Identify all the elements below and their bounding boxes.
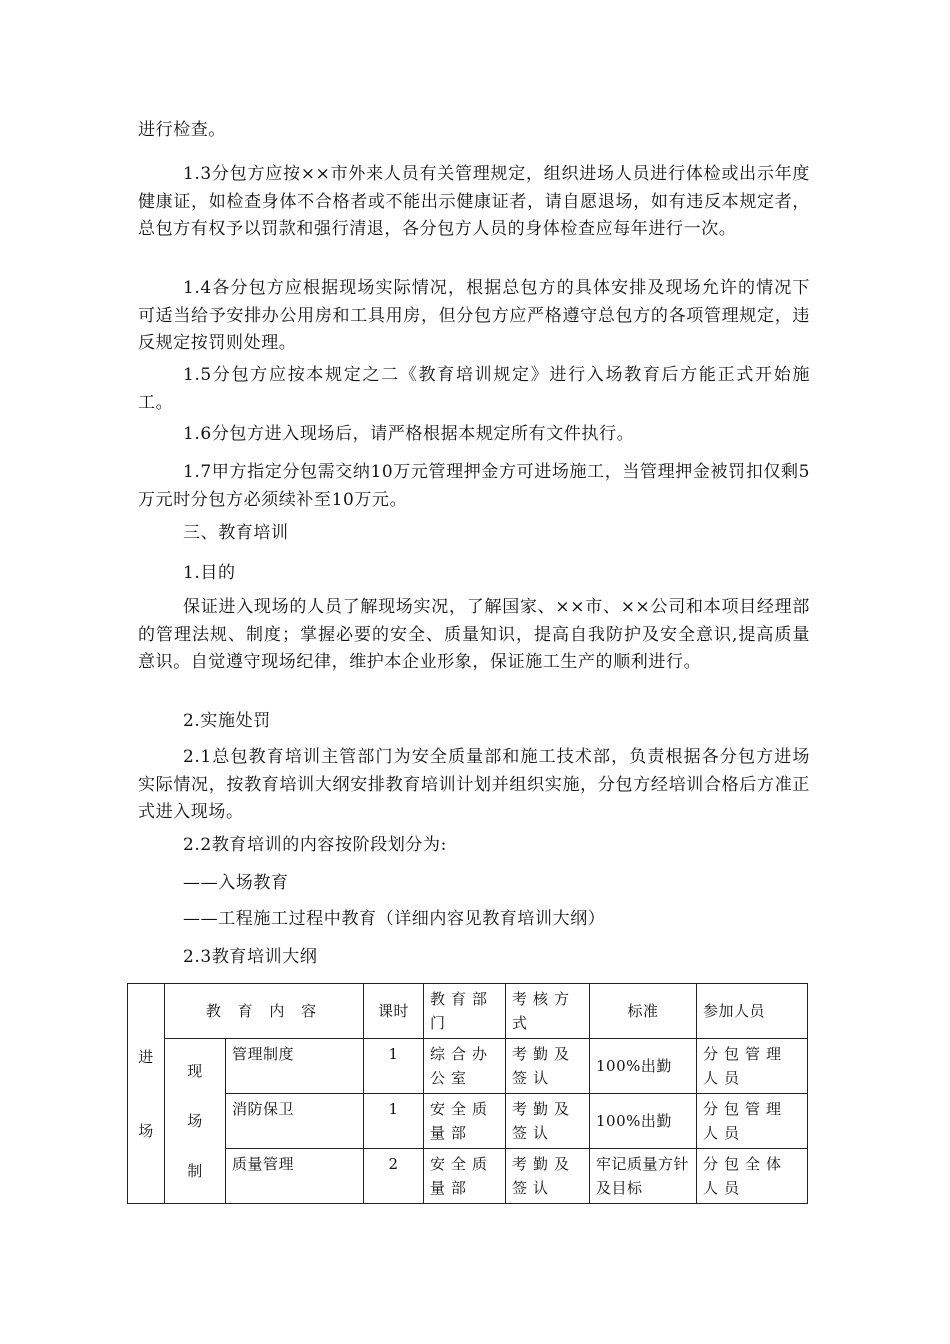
row-dept: 综合办公室	[424, 1039, 506, 1094]
table-row	[128, 1094, 808, 1149]
paragraph-1-5: 1.5分包方应按本规定之二《教育培训规定》进行入场教育后方能正式开始施工。	[138, 365, 810, 413]
paragraph-purpose: 保证进入现场的人员了解现场实况，了解国家、××市、××公司和本项目经理部的管理法规、制度；掌握必要的安全、质量知识，提高自我防护及安全意识,提高质量意识。自觉遵守现场纪律，维护本企业形象，保证施工生产的顺利进行。	[138, 597, 810, 672]
paragraph-2-3: 2.3教育培训大纲	[183, 947, 318, 967]
header-standard: 标准	[590, 984, 697, 1039]
row-standard: 牢记质量方针及目标	[590, 1149, 697, 1204]
paragraph-2-1: 2.1总包教育培训主管部门为安全质量部和施工技术部，负责根据各分包方进场实际情况，按教育培训大纲安排教育培训计划并组织实施，分包方经培训合格后方准正式进入现场。	[138, 747, 810, 822]
row-hours: 1	[364, 1039, 424, 1094]
row-standard: 100%出勤	[590, 1039, 697, 1094]
header-content: 教 育 内 容	[165, 984, 364, 1039]
row-content: 质量管理	[226, 1149, 364, 1204]
row-standard: 100%出勤	[590, 1094, 697, 1149]
header-hours: 课时	[364, 984, 424, 1039]
row-participants: 分包管理人员	[697, 1039, 808, 1094]
row-hours: 1	[364, 1094, 424, 1149]
subheading-implementation: 2.实施处罚	[183, 711, 271, 731]
row-participants: 分包全体人员	[697, 1149, 808, 1204]
table-header-row	[128, 984, 808, 1039]
table-row	[128, 1149, 808, 1204]
row-hours: 2	[364, 1149, 424, 1204]
paragraph-1-3: 1.3分包方应按××市外来人员有关管理规定，组织进场人员进行体检或出示年度健康证，如检查身体不合格者或不能出示健康证者，请自愿退场，如有违反本规定者，总包方有权予以罚款和强行清退，各分包方人员的身体检查应每年进行一次。	[138, 164, 810, 239]
stage-char: 进	[138, 1047, 154, 1066]
paragraph-continuation: 进行检查。	[138, 120, 226, 140]
paragraph-1-4: 1.4各分包方应根据现场实际情况，根据总包方的具体安排及现场允许的情况下可适当给予安排办公用房和工具用房，但分包方应严格遵守总包方的各项管理规定，违反规定按罚则处理。	[138, 278, 810, 353]
paragraph-1-6: 1.6分包方进入现场后，请严格根据本规定所有文件执行。	[183, 424, 635, 444]
training-outline-table	[127, 983, 808, 1204]
row-participants: 分包管理人员	[697, 1094, 808, 1149]
header-assess: 考核方式	[506, 984, 590, 1039]
stage-label-cell	[128, 984, 165, 1204]
section-heading-education: 三、教育培训	[183, 523, 289, 543]
row-dept: 安全质量部	[424, 1094, 506, 1149]
paragraph-2-2: 2.2教育培训的内容按阶段划分为:	[183, 835, 447, 855]
group-char: 制	[187, 1162, 203, 1180]
header-participants: 参加人员	[697, 984, 808, 1039]
row-assess: 考勤及签认	[506, 1039, 590, 1094]
row-assess: 考勤及签认	[506, 1094, 590, 1149]
table-row	[128, 1039, 808, 1094]
list-item-entry-education: ——入场教育	[183, 873, 289, 893]
group-char: 场	[187, 1112, 203, 1130]
subheading-purpose: 1.目的	[183, 563, 236, 583]
list-item-process-education: ——工程施工过程中教育（详细内容见教育培训大纲）	[183, 909, 606, 929]
group-char: 现	[187, 1062, 203, 1080]
row-assess: 考勤及签认	[506, 1149, 590, 1204]
row-content: 消防保卫	[226, 1094, 364, 1149]
group-label-cell	[165, 1039, 226, 1204]
paragraph-1-7: 1.7甲方指定分包需交纳10万元管理押金方可进场施工，当管理押金被罚扣仅剩5万元时分包方必须续补至10万元。	[138, 462, 810, 510]
row-content: 管理制度	[226, 1039, 364, 1094]
stage-char: 场	[138, 1121, 154, 1140]
header-dept: 教育部门	[424, 984, 506, 1039]
row-dept: 安全质量部	[424, 1149, 506, 1204]
